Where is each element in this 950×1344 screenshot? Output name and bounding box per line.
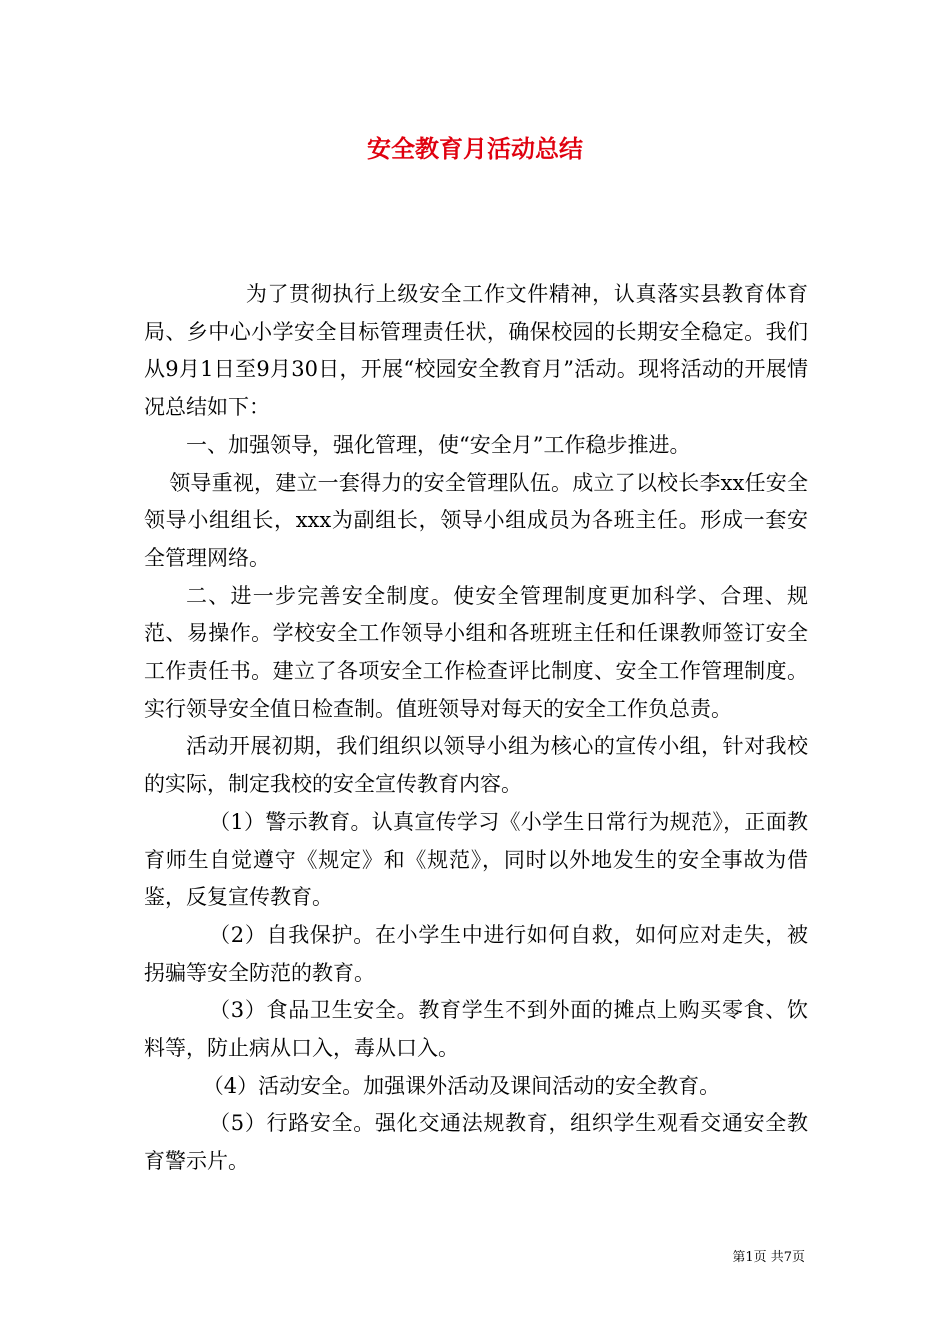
paragraph-section-1-heading: 一、加强领导，强化管理，使“安全月”工作稳步推进。 [186,432,691,457]
paragraph-section-2: 二、进一步完善安全制度。使安全管理制度更加科学、合理、规范、易操作。学校安全工作领导小组和各班班主任和任课教师签订安全工作责任书。建立了各项安全工作检查评比制度、安全工作管理制度。实行领导安全值日检查制。值班领导对每天的安全工作负总责。 [144,583,808,721]
paragraph-activity-start: 活动开展初期，我们组织以领导小组为核心的宣传小组，针对我校的实际，制定我校的安全宣传教育内容。 [144,734,808,797]
document-title: 安全教育月活动总结 [367,134,583,163]
paragraph-intro: 为了贯彻执行上级安全工作文件精神，认真落实县教育体育局、乡中心小学安全目标管理责任状，确保校园的长期安全稳定。我们从9月1日至9月30日，开展“校园安全教育月”活动。现将活动的开展情况总结如下： [144,282,808,420]
paragraph-item-2: （2）自我保护。在小学生中进行如何自救，如何应对走失，被拐骗等安全防范的教育。 [144,922,808,985]
document-body [144,276,808,1181]
paragraph-item-4: （4）活动安全。加强课外活动及课间活动的安全教育。 [202,1073,721,1098]
paragraph-item-5: （5）行路安全。强化交通法规教育，组织学生观看交通安全教育警示片。 [144,1111,808,1174]
paragraph-leadership: 领导重视，建立一套得力的安全管理队伍。成立了以校长李xx任安全领导小组组长，xxx为副组长，领导小组成员为各班主任。形成一套安全管理网络。 [144,470,808,570]
page-number: 第1页 共7页 [732,1250,805,1265]
paragraph-item-1: （1）警示教育。认真宣传学习《小学生日常行为规范》，正面教育师生自觉遵守《规定》和《规范》，同时以外地发生的安全事故为借鉴，反复宣传教育。 [144,809,808,910]
paragraph-item-3: （3）食品卫生安全。教育学生不到外面的摊点上购买零食、饮料等，防止病从口入，毒从口入。 [144,998,808,1061]
